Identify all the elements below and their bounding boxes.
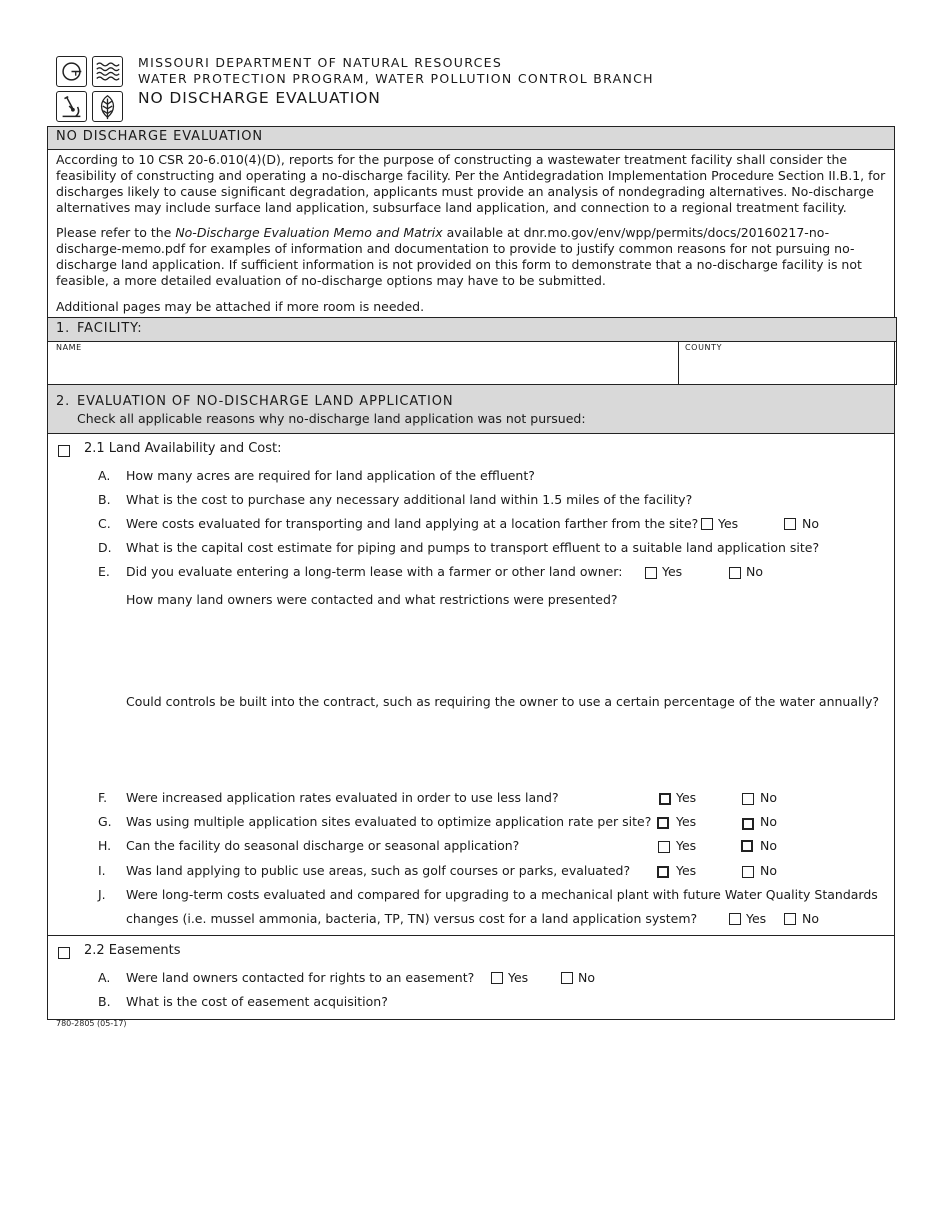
- no-label: No: [760, 863, 777, 878]
- intro-paragraph-2: [56, 225, 886, 289]
- no-label: No: [760, 838, 777, 853]
- transport-costs-yes-checkbox[interactable]: [701, 518, 713, 530]
- no-label: No: [802, 516, 819, 531]
- item-letter: F.: [98, 790, 108, 805]
- item-letter: B.: [98, 994, 111, 1009]
- question-mechanical-plant-costs: Were long-term costs evaluated and compared for upgrading to a mechanical plant with future Water Quality Standards: [126, 887, 878, 902]
- divider: [47, 341, 897, 342]
- question-multiple-sites: Was using multiple application sites evaluated to optimize application rate per site?: [126, 814, 652, 829]
- question-piping-cost: What is the capital cost estimate for piping and pumps to transport effluent to a suitable land application site?: [126, 540, 820, 555]
- divider: [896, 317, 897, 385]
- divider: [47, 433, 895, 434]
- intro-paragraph-1: According to 10 CSR 20-6.010(4)(D), reports for the purpose of constructing a wastewater treatment facility shall consider the feasibility of constructing and operating a no-discharge facility. Per the Antidegradation Implementation Procedure Section II.B.1, for discharges likely to cause significant degradation, applicants must provide an analysis of nondegrading alternatives. No-discharge alternatives may include surface land application, subsurface land application, and connection to a regional treatment facility.: [56, 152, 886, 215]
- intro-paragraph-3: Additional pages may be attached if more room is needed.: [56, 299, 425, 314]
- yes-label: Yes: [662, 564, 683, 579]
- question-seasonal-discharge: Can the facility do seasonal discharge or seasonal application?: [126, 838, 520, 853]
- public-use-yes-checkbox[interactable]: [657, 866, 669, 878]
- yes-label: Yes: [676, 863, 697, 878]
- section2-number: 2.: [56, 394, 71, 409]
- section2-subtitle: Check all applicable reasons why no-discharge land application was not pursued:: [77, 411, 586, 426]
- no-label: No: [802, 911, 819, 926]
- question-land-purchase-cost: What is the cost to purchase any necessary additional land within 1.5 miles of the facility?: [126, 492, 693, 507]
- divider: [47, 149, 895, 150]
- land-availability-checkbox[interactable]: [58, 445, 70, 457]
- lease-no-checkbox[interactable]: [729, 567, 741, 579]
- item-letter: C.: [98, 516, 111, 531]
- no-label: No: [760, 814, 777, 829]
- facility-name-field[interactable]: [56, 360, 671, 380]
- leaf-icon: [92, 91, 123, 122]
- mechanical-plant-no-checkbox[interactable]: [784, 913, 796, 925]
- yes-label: Yes: [676, 838, 697, 853]
- question-acres-required: How many acres are required for land application of the effluent?: [126, 468, 535, 483]
- yes-label: Yes: [676, 790, 697, 805]
- question-increased-rates: Were increased application rates evaluated in order to use less land?: [126, 790, 559, 805]
- public-use-no-checkbox[interactable]: [742, 866, 754, 878]
- item-letter: E.: [98, 564, 110, 579]
- question-contract-controls: Could controls be built into the contract, such as requiring the owner to use a certain percentage of the water annually?: [126, 694, 879, 709]
- intro-title: NO DISCHARGE EVALUATION: [56, 129, 263, 144]
- facility-name-label: NAME: [56, 343, 82, 352]
- item-letter: A.: [98, 970, 111, 985]
- item-letter: B.: [98, 492, 111, 507]
- memo-title: No-Discharge Evaluation Memo and Matrix: [175, 225, 443, 240]
- mechanical-plant-yes-checkbox[interactable]: [729, 913, 741, 925]
- divider: [678, 341, 679, 385]
- question-long-term-lease: Did you evaluate entering a long-term lease with a farmer or other land owner:: [126, 564, 623, 579]
- no-label: No: [746, 564, 763, 579]
- sub21-title: 2.1 Land Availability and Cost:: [84, 441, 282, 456]
- easement-rights-yes-checkbox[interactable]: [491, 972, 503, 984]
- program-name: WATER PROTECTION PROGRAM, WATER POLLUTION CONTROL BRANCH: [138, 71, 654, 86]
- easement-rights-no-checkbox[interactable]: [561, 972, 573, 984]
- section2-title: EVALUATION OF NO-DISCHARGE LAND APPLICATION: [77, 394, 454, 409]
- seasonal-no-checkbox[interactable]: [741, 840, 753, 852]
- transport-costs-no-checkbox[interactable]: [784, 518, 796, 530]
- question-transport-costs: Were costs evaluated for transporting and land applying at a location farther from the site?: [126, 516, 699, 531]
- facility-county-field[interactable]: [685, 360, 890, 380]
- multiple-sites-no-checkbox[interactable]: [742, 818, 754, 830]
- increased-rates-yes-checkbox[interactable]: [659, 793, 671, 805]
- yes-label: Yes: [676, 814, 697, 829]
- item-letter: G.: [98, 814, 112, 829]
- yes-label: Yes: [718, 516, 739, 531]
- item-letter: I.: [98, 863, 106, 878]
- facility-number: 1.: [56, 321, 71, 336]
- missouri-state-icon: [56, 56, 87, 87]
- increased-rates-no-checkbox[interactable]: [742, 793, 754, 805]
- intro-paragraph-2-end: available at dnr.mo.gov/env/wpp/permits/docs/20160217-no-discharge-memo.pdf for examples of information and documentation to provide to justify common reasons for not pursuing no-discharge land application. If sufficient information is not provided on this form to demonstrate that a no-discharge facility is not feasible, a more detailed evaluation of no-discharge options may have to be submitted.: [56, 225, 862, 288]
- question-mechanical-plant-costs-continued: changes (i.e. mussel ammonia, bacteria, TP, TN) versus cost for a land application system?: [126, 911, 698, 926]
- no-label: No: [578, 970, 595, 985]
- divider: [47, 935, 895, 936]
- easements-checkbox[interactable]: [58, 947, 70, 959]
- multiple-sites-yes-checkbox[interactable]: [657, 817, 669, 829]
- form-code: 780-2805 (05-17): [56, 1019, 127, 1028]
- question-easement-rights: Were land owners contacted for rights to an easement?: [126, 970, 475, 985]
- facility-title: FACILITY:: [77, 321, 143, 336]
- no-label: No: [760, 790, 777, 805]
- microscope-icon: [56, 91, 87, 122]
- water-waves-icon: [92, 56, 123, 87]
- agency-name: MISSOURI DEPARTMENT OF NATURAL RESOURCES: [138, 55, 503, 70]
- agency-logo: [56, 56, 124, 122]
- facility-county-label: COUNTY: [685, 343, 723, 352]
- item-letter: J.: [98, 887, 106, 902]
- question-land-owners-contacted: How many land owners were contacted and what restrictions were presented?: [126, 592, 618, 607]
- form-title: NO DISCHARGE EVALUATION: [138, 89, 381, 107]
- yes-label: Yes: [746, 911, 767, 926]
- facility-header-band: [48, 318, 896, 341]
- question-easement-cost: What is the cost of easement acquisition?: [126, 994, 388, 1009]
- lease-yes-checkbox[interactable]: [645, 567, 657, 579]
- intro-paragraph-2-start: Please refer to the: [56, 225, 176, 240]
- seasonal-yes-checkbox[interactable]: [658, 841, 670, 853]
- item-letter: H.: [98, 838, 112, 853]
- item-letter: D.: [98, 540, 112, 555]
- item-letter: A.: [98, 468, 111, 483]
- sub22-title: 2.2 Easements: [84, 943, 181, 958]
- question-public-use-areas: Was land applying to public use areas, such as golf courses or parks, evaluated?: [126, 863, 631, 878]
- yes-label: Yes: [508, 970, 529, 985]
